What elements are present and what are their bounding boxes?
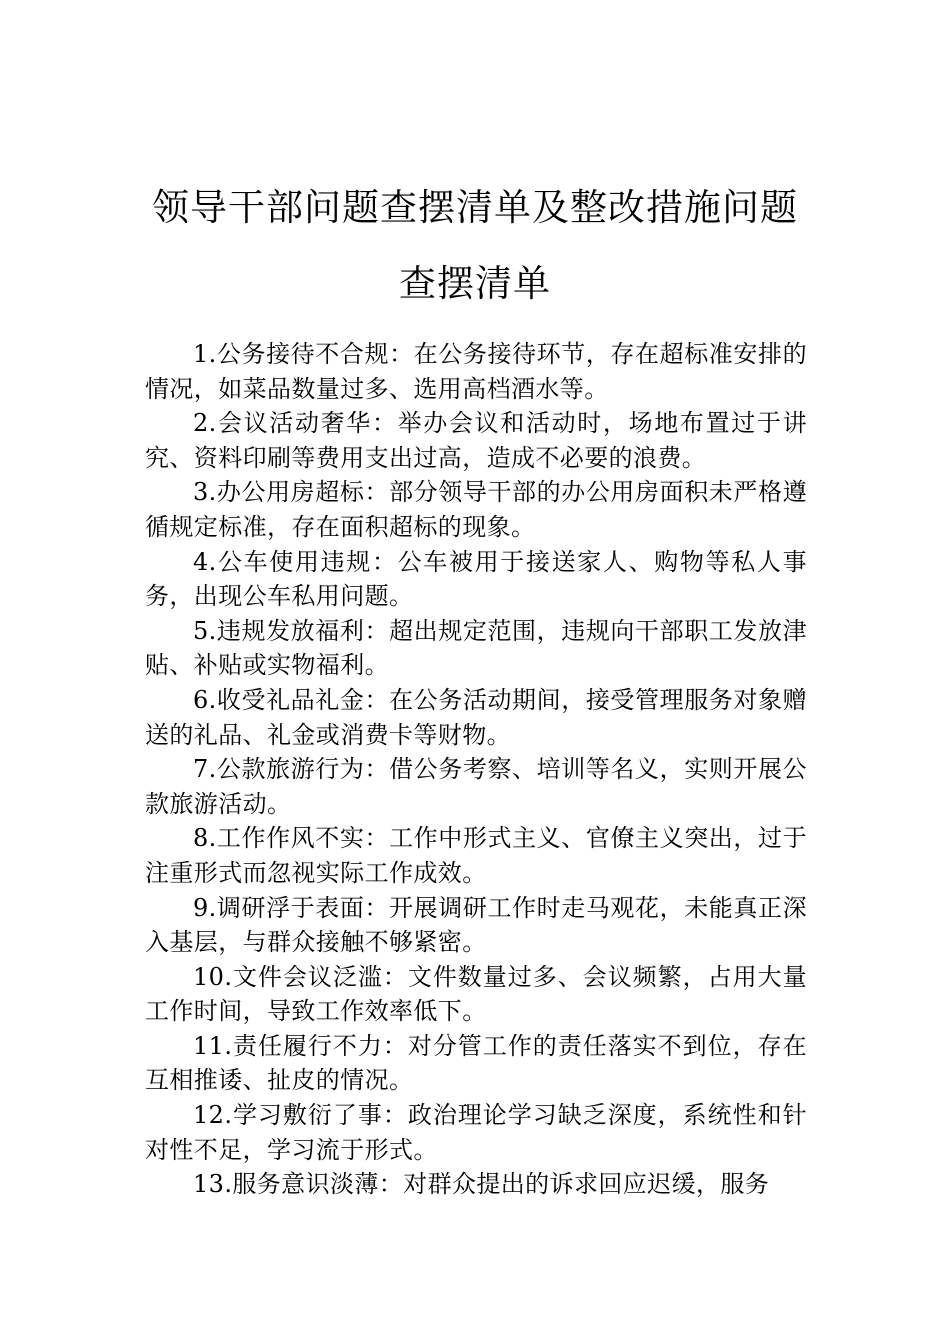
list-item: 13.服务意识淡薄：对群众提出的诉求回应迟缓，服务: [193, 1170, 770, 1199]
list-item: 6.收受礼品礼金：在公务活动期间，接受管理服务对象赠送的礼品、礼金或消费卡等财物。: [145, 685, 807, 749]
list-item: 2.会议活动奢华：举办会议和活动时，场地布置过于讲究、资料印刷等费用支出过高，造成不必要的浪费。: [145, 409, 807, 472]
document-title: 领导干部问题查摆清单及整改措施问题查摆清单: [152, 186, 798, 305]
list-item: 12.学习敷衍了事：政治理论学习缺乏深度，系统性和针对性不足，学习流于形式。: [145, 1101, 807, 1164]
list-item: 1.公务接待不合规：在公务接待环节，存在超标准安排的情况，如菜品数量过多、选用高档酒水等。: [145, 340, 807, 403]
list-item: 7.公款旅游行为：借公务考察、培训等名义，实则开展公款旅游活动。: [145, 755, 807, 818]
list-item: 10.文件会议泛滥：文件数量过多、会议频繁，占用大量工作时间，导致工作效率低下。: [145, 962, 807, 1026]
list-item: 11.责任履行不力：对分管工作的责任落实不到位，存在互相推诿、扯皮的情况。: [145, 1031, 807, 1095]
list-item: 4.公车使用违规：公车被用于接送家人、购物等私人事务，出现公车私用问题。: [145, 547, 807, 611]
list-item: 3.办公用房超标：部分领导干部的办公用房面积未严格遵循规定标准，存在面积超标的现象。: [145, 478, 807, 541]
list-item: 9.调研浮于表面：开展调研工作时走马观花，未能真正深入基层，与群众接触不够紧密。: [145, 893, 807, 957]
list-item: 5.违规发放福利：超出规定范围，违规向干部职工发放津贴、补贴或实物福利。: [145, 616, 807, 680]
document-body: [145, 337, 807, 1202]
list-item: 8.工作作风不实：工作中形式主义、官僚主义突出，过于注重形式而忽视实际工作成效。: [145, 824, 807, 887]
